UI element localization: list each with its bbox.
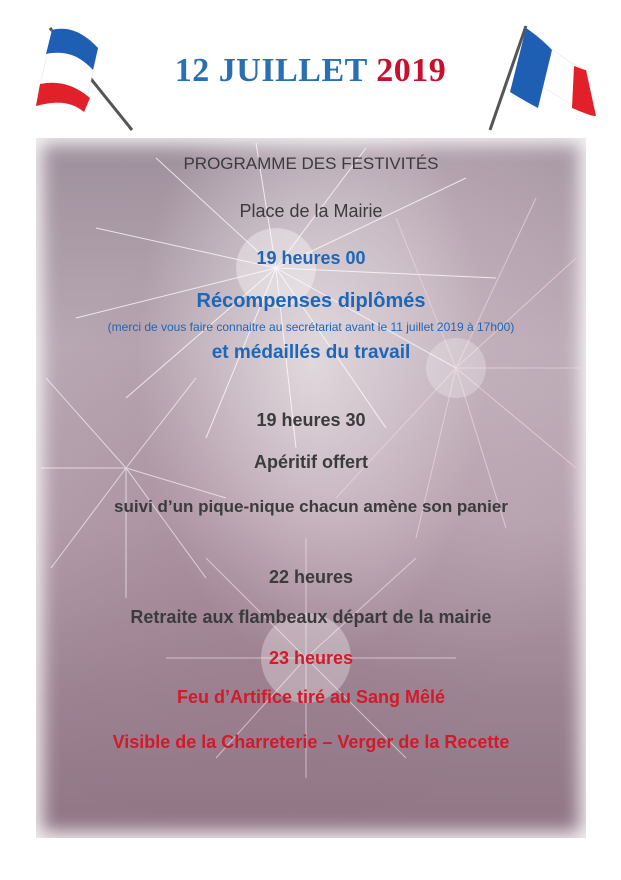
event-pique-nique: suivi d’un pique-nique chacun amène son panier <box>114 497 508 516</box>
time-19h30: 19 heures 30 <box>256 410 366 430</box>
event-visible: Visible de la Charreterie – Verger de la Recette <box>112 732 510 752</box>
time-23h: 23 heures <box>268 648 354 668</box>
registration-note: (merci de vous faire connaitre au secrétariat avant le 11 juillet 2019 à 17h00) <box>107 320 515 334</box>
location-text: Place de la Mairie <box>239 201 383 221</box>
french-flag-icon <box>486 18 601 133</box>
title-year: 2019 <box>376 52 447 89</box>
event-medailles: et médaillés du travail <box>211 342 411 363</box>
event-feu-artifice: Feu d’Artifice tiré au Sang Mêlé <box>176 687 446 707</box>
event-recompenses: Récompenses diplômés <box>196 290 426 312</box>
event-aperitif: Apéritif offert <box>254 452 368 472</box>
title-month: JUILLET <box>218 52 368 89</box>
time-19h00: 19 heures 00 <box>256 248 366 268</box>
fireworks-background <box>36 138 586 838</box>
time-22h: 22 heures <box>268 567 354 587</box>
event-retraite: Retraite aux flambeaux départ de la mairie <box>130 607 492 627</box>
program-heading: PROGRAMME DES FESTIVITÉS <box>183 154 439 173</box>
title-day: 12 <box>174 52 210 89</box>
